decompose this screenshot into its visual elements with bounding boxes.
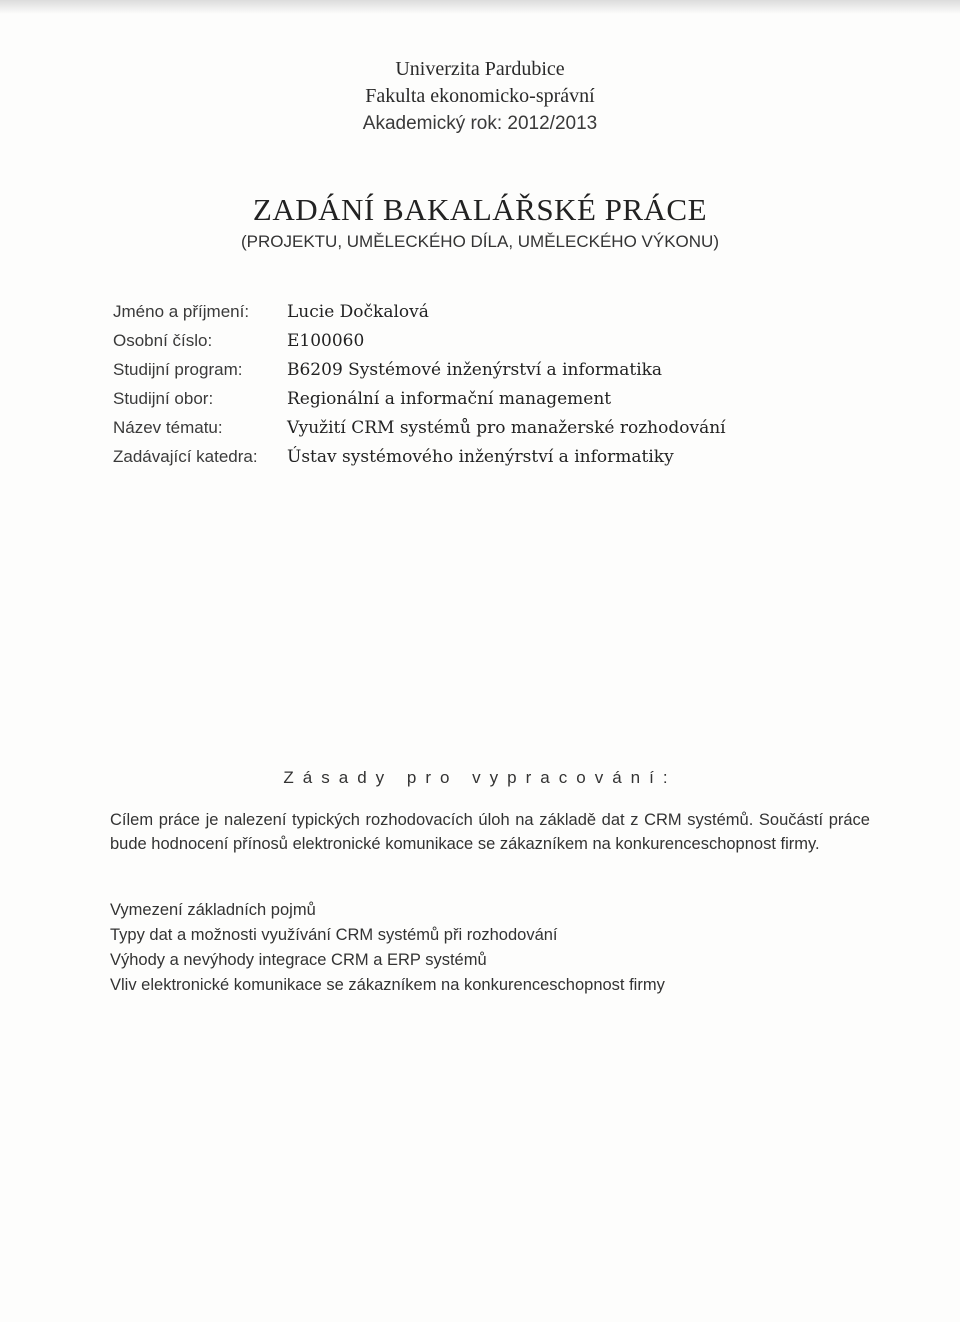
faculty-name: Fakulta ekonomicko-správní: [365, 85, 595, 107]
field-label: Studijní obor:: [113, 389, 214, 408]
field-row-department: [113, 447, 873, 476]
field-label: Zadávající katedra:: [113, 447, 258, 466]
list-item: Typy dat a možnosti využívání CRM systémů při rozhodování: [110, 926, 558, 944]
university-name: Univerzita Pardubice: [395, 58, 565, 80]
scan-edge-shadow: [0, 0, 960, 14]
field-value: E100060: [287, 331, 365, 351]
topics-list: [110, 898, 870, 998]
field-value: Lucie Dočkalová: [287, 302, 429, 322]
field-label: Osobní číslo:: [113, 331, 213, 350]
field-value: Využití CRM systémů pro manažerské rozhodování: [287, 418, 726, 438]
field-value: Regionální a informační management: [287, 389, 612, 409]
field-label: Název tématu:: [113, 418, 223, 437]
field-row-name: [113, 302, 873, 331]
document-subtitle: (PROJEKTU, UMĚLECKÉHO DÍLA, UMĚLECKÉHO VÝKONU): [241, 232, 719, 251]
list-item: Vymezení základních pojmů: [110, 901, 316, 919]
list-item: Vliv elektronické komunikace se zákazníkem na konkurenceschopnost firmy: [110, 976, 665, 994]
list-item: Výhody a nevýhody integrace CRM a ERP systémů: [110, 951, 487, 969]
title-block: [0, 190, 960, 254]
principles-paragraph: Cílem práce je nalezení typických rozhodovacích úloh na základě dat z CRM systémů. Součástí práce bude hodnocení přínosů elektronické komunikace se zákazníkem na konkurenceschopnost firmy.: [110, 811, 870, 853]
principles-heading: Zásady pro vypracování:: [283, 768, 677, 787]
field-label: Jméno a příjmení:: [113, 302, 250, 321]
field-value: B6209 Systémové inženýrství a informatika: [287, 360, 663, 380]
academic-year: Akademický rok: 2012/2013: [362, 113, 598, 134]
field-row-study-program: [113, 360, 873, 389]
document-header: [0, 56, 960, 137]
field-row-topic: [113, 418, 873, 447]
field-label: Studijní program:: [113, 360, 243, 379]
field-row-personal-number: [113, 331, 873, 360]
document-title: ZADÁNÍ BAKALÁŘSKÉ PRÁCE: [252, 192, 708, 227]
field-value: Ústav systémového inženýrství a informatiky: [287, 447, 674, 467]
student-info: [113, 302, 873, 476]
field-row-study-field: [113, 389, 873, 418]
